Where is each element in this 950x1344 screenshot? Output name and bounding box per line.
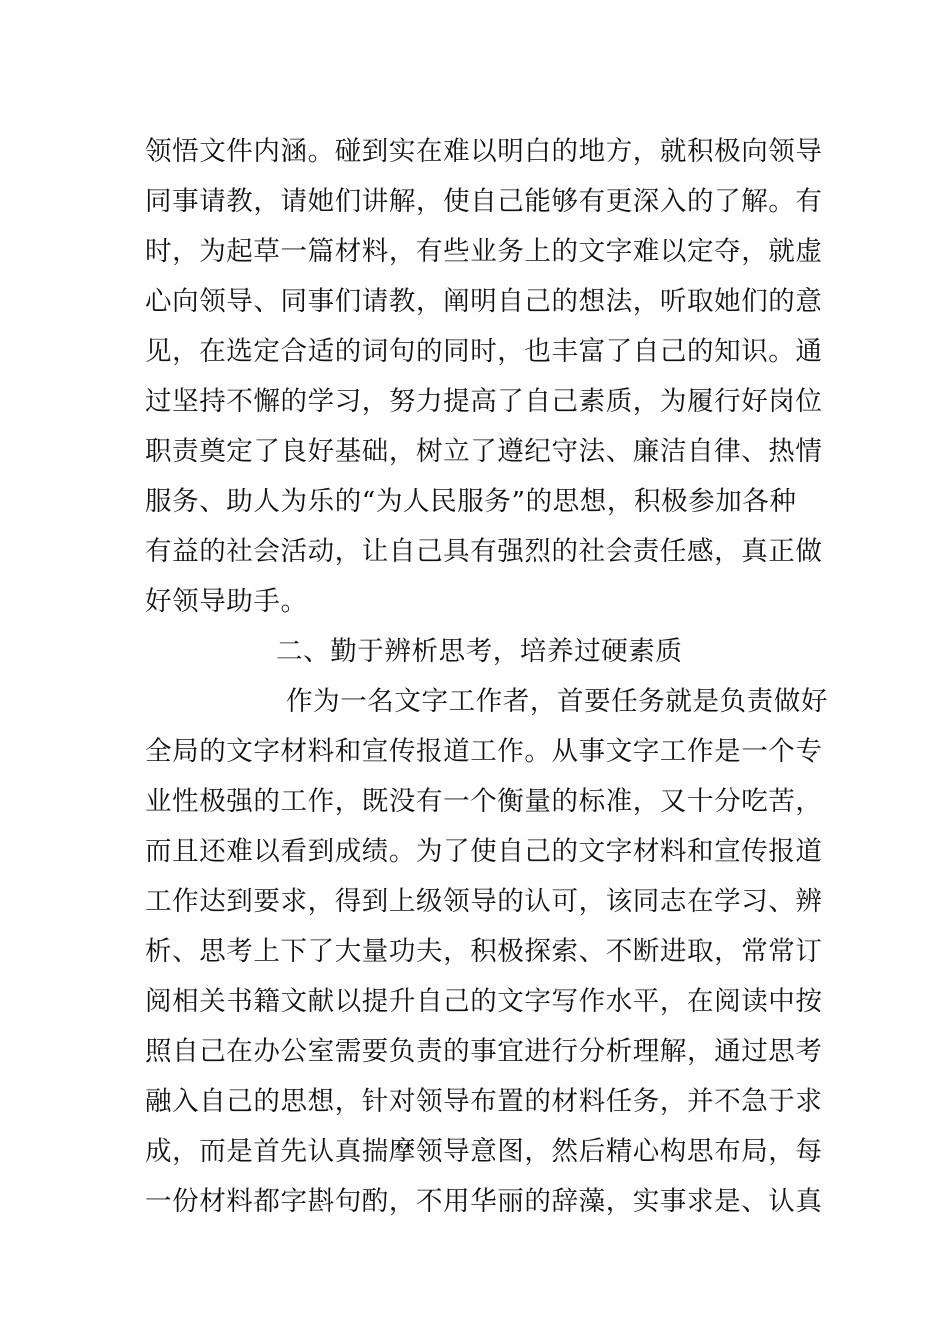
paragraph-2-line-3: 业性极强的工作，既没有一个衡量的标准，又十分吃苦， [145, 786, 823, 817]
paragraph-1-line-9: 有益的社会活动，让自己具有强烈的社会责任感，真正做 [145, 536, 823, 567]
paragraph-2-line-7: 阅相关书籍文献以提升自己的文字写作水平，在阅读中按 [145, 986, 823, 1017]
paragraph-2-line-10: 成，而是首先认真揣摩领导意图，然后精心构思布局，每 [145, 1136, 823, 1167]
paragraph-2-line-11: 一份材料都字斟句酌，不用华丽的辞藻，实事求是、认真 [145, 1186, 823, 1217]
paragraph-2-line-8: 照自己在办公室需要负责的事宜进行分析理解，通过思考 [145, 1036, 823, 1067]
paragraph-1-line-8: 服务、助人为乐的“为人民服务”的思想，积极参加各种 [145, 486, 797, 517]
paragraph-2-line-5: 工作达到要求，得到上级领导的认可，该同志在学习、辨 [145, 886, 823, 917]
paragraph-1-line-2: 同事请教，请她们讲解，使自己能够有更深入的了解。有 [145, 186, 823, 217]
paragraph-1-line-1: 领悟文件内涵。碰到实在难以明白的地方，就积极向领导 [145, 136, 823, 167]
paragraph-2-line-1: 作为一名文字工作者，首要任务就是负责做好 [286, 686, 828, 717]
paragraph-1-line-3: 时，为起草一篇材料，有些业务上的文字难以定夺，就虚 [145, 236, 823, 267]
paragraph-1-line-10: 好领导助手。 [145, 586, 308, 617]
paragraph-2-line-9: 融入自己的思想，针对领导布置的材料任务，并不急于求 [145, 1086, 823, 1117]
paragraph-1-line-4: 心向领导、同事们请教，阐明自己的想法，听取她们的意 [145, 286, 823, 317]
paragraph-1-line-5: 见，在选定合适的词句的同时，也丰富了自己的知识。通 [145, 336, 823, 367]
paragraph-2-line-6: 析、思考上下了大量功夫，积极探索、不断进取，常常订 [145, 936, 823, 967]
section-heading: 二、勤于辨析思考，培养过硬素质 [276, 636, 683, 667]
paragraph-2-line-4: 而且还难以看到成绩。为了使自己的文字材料和宣传报道 [145, 836, 823, 867]
paragraph-1-line-6: 过坚持不懈的学习，努力提高了自己素质，为履行好岗位 [145, 386, 823, 417]
paragraph-2-line-2: 全局的文字材料和宣传报道工作。从事文字工作是一个专 [145, 736, 823, 767]
paragraph-1-line-7: 职责奠定了良好基础，树立了遵纪守法、廉洁自律、热情 [145, 436, 823, 467]
